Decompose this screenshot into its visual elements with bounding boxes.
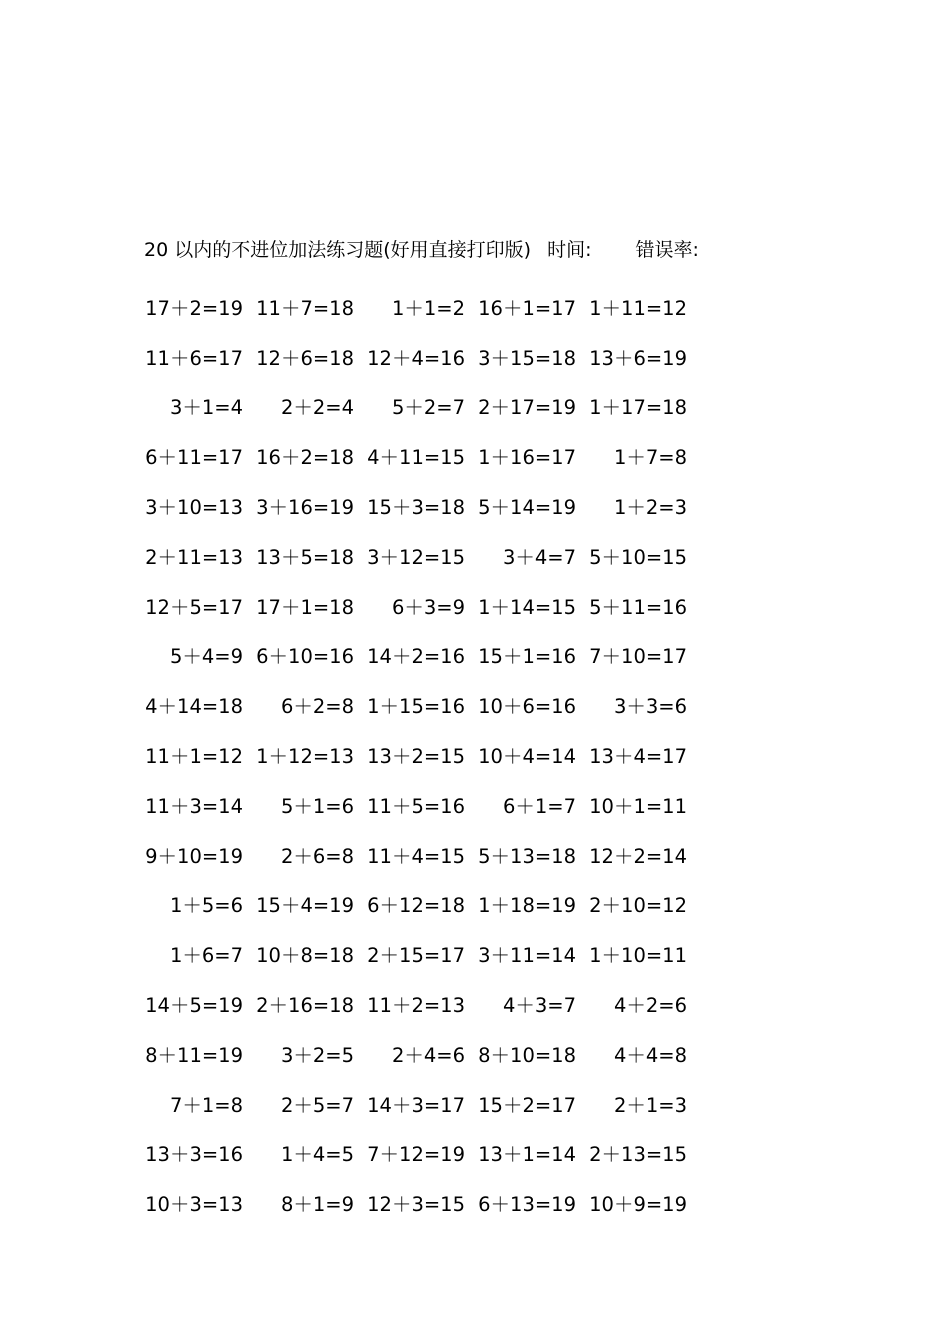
addition-problem: 13＋4=17 (589, 745, 687, 769)
addition-problem: 11＋7=18 (256, 296, 354, 320)
addition-problem: 16＋1=17 (478, 296, 576, 320)
addition-problem: 5＋11=16 (589, 595, 687, 619)
addition-problem: 1＋12=13 (256, 745, 354, 769)
addition-problem: 6＋13=19 (478, 1193, 576, 1217)
addition-problem: 1＋5=6 (169, 894, 243, 918)
addition-problem: 2＋17=19 (478, 396, 576, 420)
problem-row (144, 431, 704, 481)
addition-problem: 10＋8=18 (256, 944, 354, 968)
addition-problem: 4＋4=8 (613, 1043, 687, 1067)
addition-problem: 13＋5=18 (256, 545, 354, 569)
addition-problem: 10＋3=13 (145, 1193, 243, 1217)
problem-row (144, 730, 704, 780)
addition-problem: 4＋2=6 (613, 994, 687, 1018)
addition-problem: 6＋2=8 (280, 695, 354, 719)
addition-problem: 11＋3=14 (145, 794, 243, 818)
addition-problem: 13＋3=16 (145, 1143, 243, 1167)
addition-problem: 8＋1=9 (280, 1193, 354, 1217)
addition-problem: 2＋11=13 (145, 545, 243, 569)
problem-row (144, 1079, 704, 1129)
addition-problem: 17＋1=18 (256, 595, 354, 619)
addition-problem: 13＋2=15 (367, 745, 465, 769)
error-rate-label: 错误率: (635, 239, 699, 261)
addition-problem: 13＋6=19 (589, 346, 687, 370)
addition-problem: 5＋14=19 (478, 496, 576, 520)
addition-problem: 10＋6=16 (478, 695, 576, 719)
addition-problem: 11＋2=13 (367, 994, 465, 1018)
addition-problem: 11＋4=15 (367, 844, 465, 868)
worksheet-title: 20 以内的不进位加法练习题(好用直接打印版) (144, 239, 532, 261)
problem-row (144, 680, 704, 730)
addition-problem: 12＋2=14 (589, 844, 687, 868)
problem-row (144, 531, 704, 581)
addition-problem: 2＋1=3 (613, 1093, 687, 1117)
addition-problem: 15＋3=18 (367, 496, 465, 520)
addition-problem: 5＋2=7 (391, 396, 465, 420)
addition-problem: 2＋2=4 (280, 396, 354, 420)
addition-problem: 3＋1=4 (169, 396, 243, 420)
addition-problem: 6＋10=16 (256, 645, 354, 669)
addition-problem: 1＋11=12 (589, 296, 687, 320)
addition-problem: 15＋4=19 (256, 894, 354, 918)
addition-problem: 11＋1=12 (145, 745, 243, 769)
problem-row (144, 780, 704, 830)
addition-problem: 9＋10=19 (145, 844, 243, 868)
problem-row (144, 979, 704, 1029)
addition-problem: 1＋15=16 (367, 695, 465, 719)
addition-problem: 5＋4=9 (169, 645, 243, 669)
addition-problem: 12＋6=18 (256, 346, 354, 370)
addition-problem: 5＋13=18 (478, 844, 576, 868)
worksheet-header (144, 236, 699, 264)
addition-problem: 8＋10=18 (478, 1043, 576, 1067)
addition-problem: 10＋9=19 (589, 1193, 687, 1217)
addition-problem: 1＋2=3 (613, 496, 687, 520)
addition-problem: 3＋4=7 (502, 545, 576, 569)
addition-problem: 1＋16=17 (478, 446, 576, 470)
addition-problem: 11＋6=17 (145, 346, 243, 370)
problem-row (144, 830, 704, 880)
addition-problem: 3＋11=14 (478, 944, 576, 968)
addition-problem: 2＋13=15 (589, 1143, 687, 1167)
addition-problem: 12＋3=15 (367, 1193, 465, 1217)
addition-problem: 2＋4=6 (391, 1043, 465, 1067)
addition-problem: 1＋1=2 (391, 296, 465, 320)
addition-problem: 6＋1=7 (502, 794, 576, 818)
addition-problem: 12＋5=17 (145, 595, 243, 619)
problem-row (144, 929, 704, 979)
addition-problem: 1＋4=5 (280, 1143, 354, 1167)
addition-problem: 10＋4=14 (478, 745, 576, 769)
addition-problem: 7＋1=8 (169, 1093, 243, 1117)
addition-problem: 3＋2=5 (280, 1043, 354, 1067)
addition-problem: 3＋15=18 (478, 346, 576, 370)
addition-problem: 13＋1=14 (478, 1143, 576, 1167)
problem-row (144, 1178, 704, 1228)
problem-row (144, 332, 704, 382)
addition-problem: 8＋11=19 (145, 1043, 243, 1067)
addition-problem: 1＋17=18 (589, 396, 687, 420)
problem-row (144, 880, 704, 930)
addition-problem: 2＋6=8 (280, 844, 354, 868)
problem-row (144, 282, 704, 332)
addition-problem: 2＋16=18 (256, 994, 354, 1018)
addition-problem: 7＋10=17 (589, 645, 687, 669)
addition-problem: 4＋14=18 (145, 695, 243, 719)
addition-problem: 2＋15=17 (367, 944, 465, 968)
addition-problem: 17＋2=19 (145, 296, 243, 320)
problem-row (144, 581, 704, 631)
problem-grid (144, 282, 704, 1228)
addition-problem: 1＋14=15 (478, 595, 576, 619)
addition-problem: 1＋7=8 (613, 446, 687, 470)
problem-row (144, 481, 704, 531)
addition-problem: 1＋18=19 (478, 894, 576, 918)
addition-problem: 3＋12=15 (367, 545, 465, 569)
addition-problem: 15＋1=16 (478, 645, 576, 669)
addition-problem: 6＋11=17 (145, 446, 243, 470)
addition-problem: 10＋1=11 (589, 794, 687, 818)
addition-problem: 11＋5=16 (367, 794, 465, 818)
problem-row (144, 382, 704, 432)
addition-problem: 1＋6=7 (169, 944, 243, 968)
addition-problem: 3＋10=13 (145, 496, 243, 520)
addition-problem: 14＋5=19 (145, 994, 243, 1018)
problem-row (144, 1129, 704, 1179)
addition-problem: 1＋10=11 (589, 944, 687, 968)
addition-problem: 7＋12=19 (367, 1143, 465, 1167)
addition-problem: 3＋3=6 (613, 695, 687, 719)
addition-problem: 6＋3=9 (391, 595, 465, 619)
addition-problem: 5＋10=15 (589, 545, 687, 569)
addition-problem: 2＋5=7 (280, 1093, 354, 1117)
addition-problem: 5＋1=6 (280, 794, 354, 818)
problem-row (144, 631, 704, 681)
addition-problem: 14＋2=16 (367, 645, 465, 669)
addition-problem: 14＋3=17 (367, 1093, 465, 1117)
addition-problem: 15＋2=17 (478, 1093, 576, 1117)
addition-problem: 4＋3=7 (502, 994, 576, 1018)
addition-problem: 12＋4=16 (367, 346, 465, 370)
addition-problem: 2＋10=12 (589, 894, 687, 918)
problem-row (144, 1029, 704, 1079)
addition-problem: 3＋16=19 (256, 496, 354, 520)
time-label: 时间: (547, 239, 592, 261)
addition-problem: 6＋12=18 (367, 894, 465, 918)
addition-problem: 4＋11=15 (367, 446, 465, 470)
addition-problem: 16＋2=18 (256, 446, 354, 470)
